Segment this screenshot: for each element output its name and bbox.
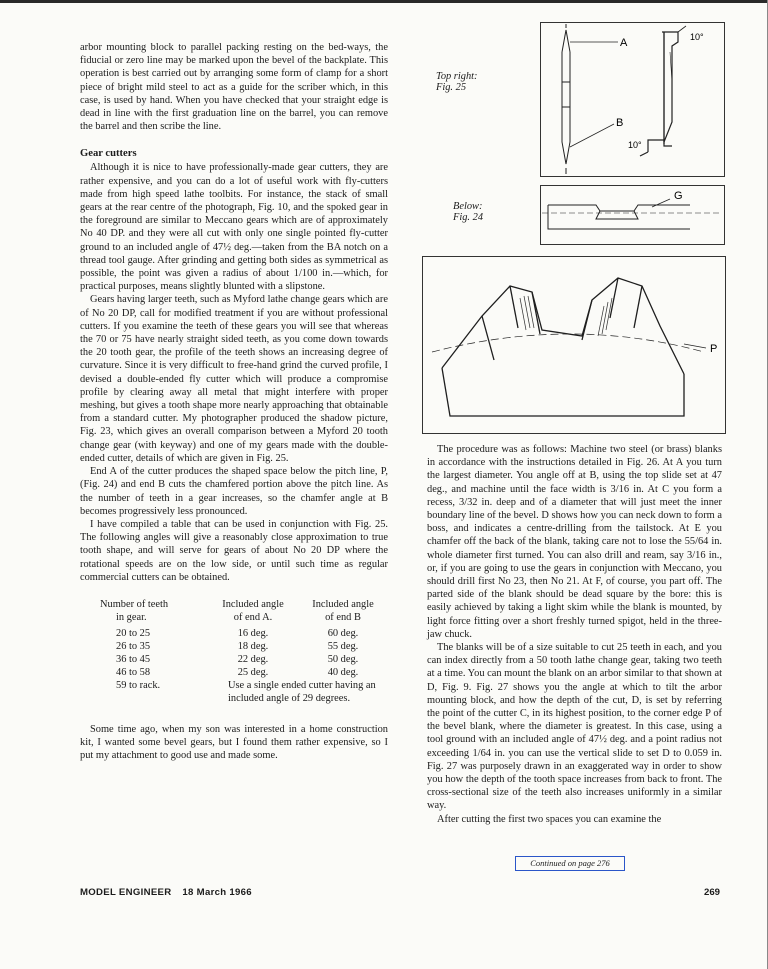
header-line: Included angle [312,598,374,610]
caption-line: Fig. 24 [453,212,484,223]
section-heading: Gear cutters [80,148,137,160]
cutter-tip-view [640,140,672,156]
paragraph: The blanks will be of a size suitable to cut 25 teeth in each, and you can index directly from a 50 tooth lathe change gear, taking two teeth at a time. You can mount the blank on an arbor similar to that shown at D, Fig. 9. Fig. 27 shows you the angle at which to tilt the arbor mounting block, and how the depth of the cut, D, is set by referring the point of the cutter C, in its highest position, to the corner edge P of the bevel blank, where the diameter is greatest. In this case, using a tool ground with an included angle of 47½ deg. and a point radius not exceeding 1/64 in. you can use the vertical slide to set D to 0.059 in. Fig. 27 was purposely drawn in an exaggerated way in order to show you how the depth of the tooth space increases from back to front. The cross-sectional size of the teeth also increases uniformly in a similar way. [427,642,722,812]
angle-label-mid: 10° [628,140,642,150]
table-row [100,627,388,640]
figure-frame [423,257,726,434]
fig-24-tooth-profile [540,185,725,245]
caption-line: Below: [453,201,483,212]
table-header [100,598,208,627]
paragraph: Gears having larger teeth, such as Myford lathe change gears which are of No 20 DP, call for modified treatment if you are without professional cutters. If you examine the teeth of these gears you will see that whereas the 70 or 75 have nearly straight sided teeth, as you come down towards the 20 tooth gear, the profile of the teeth shows an increasing degree of curvature. Since it is very difficult to free-hand grind the curved profile, I devised a double-ended fly cutter which will produce a compromise profile by clearing away all metal that might interfere with proper meshing, but gives a tooth shape more nearly approaching that obtainable from a standard cutter. My photographer produced the shadow picture, Fig. 23, which gives an overall comparison between a Myford 20 tooth change gear (with keyway) and one of my gears made with the double-ended cutter, details of which are given in Fig. 25. [80,294,388,464]
caption-line: Top right: [436,71,478,82]
table-cell: 22 deg. [237,653,269,665]
header-line: of end B [325,611,361,623]
table-cell: 40 deg. [327,666,359,678]
table-header [208,598,298,627]
cutter-end-view [662,26,686,144]
header-line: of end A. [233,611,273,623]
paragraph: End A of the cutter produces the shaped space below the pitch line, P, (Fig. 24) and end B cuts the chamfered portion above the pitch line. As the number of teeth in a gear increases, so the chamfer angle at B becomes progressively less pronounced. [80,466,388,517]
table-row [100,653,388,666]
header-line: Included angle [222,598,284,610]
gear-body [442,278,684,416]
angle-label-top: 10° [690,32,704,42]
table-row [100,666,388,679]
footer-masthead [80,887,252,898]
header-line: in gear. [116,611,147,623]
fig-27-bevel-gear-drawing [422,256,726,434]
table-cell: 36 to 45 [116,653,151,665]
table-cell: 55 deg. [327,640,359,652]
table-cell: 20 to 25 [116,627,151,639]
table-cell: 59 to rack. [116,679,161,691]
right-column [427,443,722,826]
label-a: A [620,37,628,49]
paragraph: Although it is nice to have professionally-made gear cutters, they are rather expensive, and you can do a lot of useful work with fly-cutters made from high speed lathe toolbits. For instance, the stack of small gears at the rear centre of the photograph, Fig. 10, and the spoked gear in the foreground are similar to Meccano gears which are of approximately No 40 DP. and they were all cut with only one single pointed fly-cutter ground to an included angle of 47½ deg.—taken from the BA notch on a thread tool gauge. After grinding and getting both sides as symmetrical as possible, the point was given a radius of about 1/100 in.—which, for practical purposes, means slightly blunted with a slipstone. [80,162,388,293]
table-cell: 18 deg. [237,640,269,652]
page-top-edge [0,0,768,3]
table-cell: 26 to 35 [116,640,151,652]
gear-blank-section [548,205,690,229]
table-row [100,679,388,705]
figure-caption [436,71,477,93]
table-row [100,640,388,653]
label-b: B [616,117,624,129]
figure-frame [541,186,725,245]
table-cell: 60 deg. [327,627,359,639]
table-header [298,598,388,627]
label-g: G [674,190,683,202]
magazine-name: MODEL ENGINEER [80,887,172,898]
pitch-circle [432,334,704,352]
table-cell: 50 deg. [327,653,359,665]
issue-date: 18 March 1966 [182,887,252,898]
caption-line: Fig. 25 [436,82,467,93]
cutter-side-view [562,24,570,174]
table-header-row [100,598,388,627]
fig-25-cutter-drawing [540,22,725,177]
table-cell: 25 deg. [237,666,269,678]
paragraph: Some time ago, when my son was interested in a home construction kit, I wanted some bevel gears, but I found them rather expensive, so I put my attachment to good use and made some. [80,723,388,762]
leader-line [652,199,670,207]
table-cell: 46 to 58 [116,666,151,678]
label-p: P [710,343,718,355]
left-column [80,41,388,763]
table-cell: Use a single ended cutter having an included angle of 29 degrees. [228,679,376,704]
paragraph: I have compiled a table that can be used in conjunction with Fig. 25. The following angles will give a reasonably close approximation to true tooth shape, and will serve for gears of about No 20 DP where the rotational speeds are on the low side, or until such time as regular commercial cutters can be obtained. [80,518,388,583]
continued-on-page-link[interactable]: Continued on page 276 [515,856,625,871]
paragraph: The procedure was as follows: Machine two steel (or brass) blanks in accordance with the instructions detailed in Fig. 26. At A you turn the largest diameter. You angle off at B, using the top slide set at 47 deg., and machine until the face width is 3/16 in. At C you form a recess, 3/32 in. deep and of a diameter that will just meet the inner boundary line of the bevel. D shows how you can neck down to form a boss, and indicates a centre-drilling from the tailstock. At E you chamfer off the back of the blank, taking care not to lose the 55/64 in. whole diameter first turned. You can also drill and ream, say 3/16 in., or, if you are going to use the gears in conjunction with Meccano, you should drill first No 23, then No 21. At F, of course, you part off. The parted side of the blank should be dead square by the bore: this is easily achieved by taking a light skim while the blank is mounted, by light force fitting over a short freshly turned spigot, held in the three-jaw chuck. [427,444,722,640]
page-number: 269 [704,887,721,898]
paragraph: After cutting the first two spaces you can examine the [437,813,662,825]
figure-caption [453,201,483,223]
cutter-angle-table [100,598,388,705]
leader-line [570,124,614,147]
header-line: Number of teeth [100,598,169,610]
paragraph: arbor mounting block to parallel packing resting on the bed-ways, the fiducial or zero line may be marked upon the bevel of the backplate. This operation is best carried out by arranging some form of clamp for a short piece of bright mild steel to act as a guide for the scriber which, in this case, is used by hand. When you have checked that your straight edge is dead in line with the first graduation line on the barrel, you can remove the barrel and then scribe the line. [80,42,388,133]
table-cell: 16 deg. [237,627,269,639]
